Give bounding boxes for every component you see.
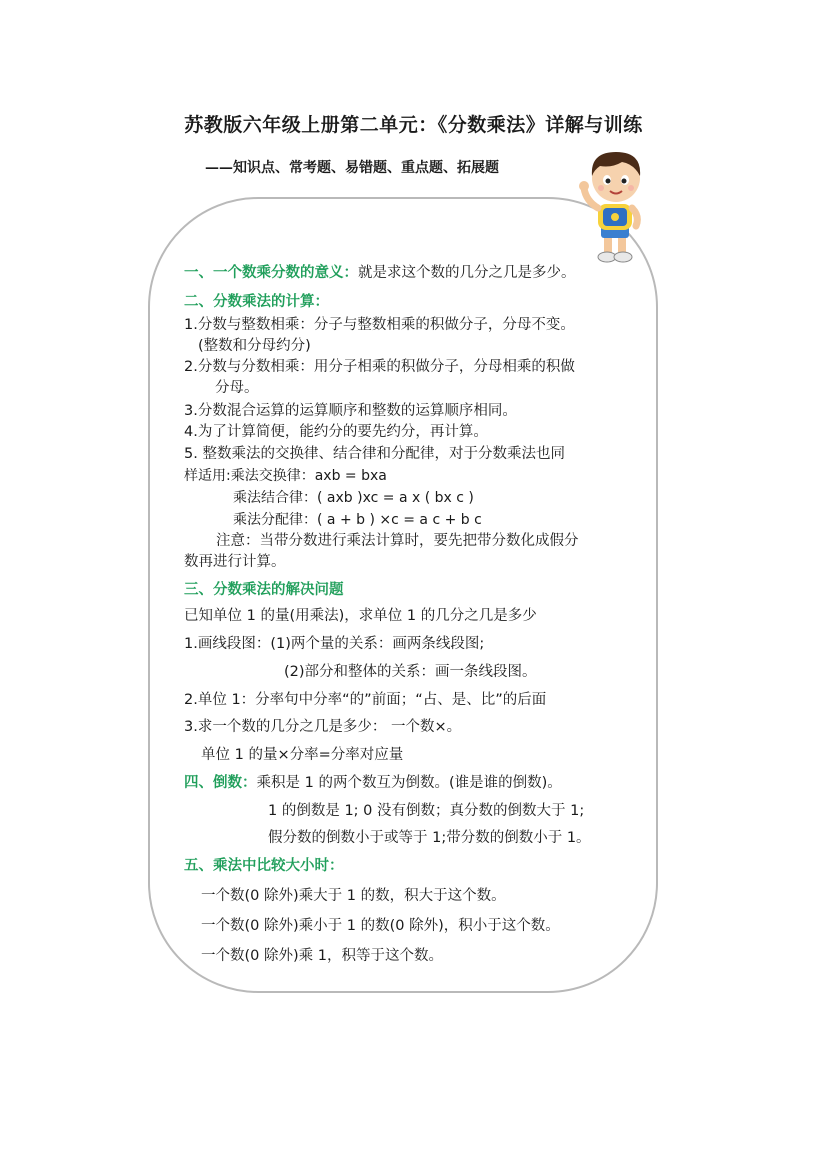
cartoon-boy-illustration bbox=[576, 146, 652, 264]
section-2-line-1b: (整数和分母约分) bbox=[198, 338, 311, 354]
section-3-line-1: 已知单位 1 的量(用乘法)，求单位 1 的几分之几是多少 bbox=[184, 608, 537, 624]
section-2-line-2b: 分母。 bbox=[215, 380, 259, 396]
section-5-line-3: 一个数(0 除外)乘 1，积等于这个数。 bbox=[201, 948, 443, 964]
section-2-line-5b: 样适用:乘法交换律：axb = bxa bbox=[184, 468, 387, 484]
section-2-line-6: 注意：当带分数进行乘法计算时，要先把带分数化成假分 bbox=[216, 533, 579, 549]
section-2-heading: 二、分数乘法的计算： bbox=[184, 294, 329, 310]
section-1-heading: 一、一个数乘分数的意义： bbox=[184, 265, 358, 281]
section-5-line-2: 一个数(0 除外)乘小于 1 的数(0 除外)，积小于这个数。 bbox=[201, 918, 560, 934]
section-3-line-5: 3.求一个数的几分之几是多少： 一个数×。 bbox=[184, 719, 462, 735]
document-subtitle: ——知识点、常考题、易错题、重点题、拓展题 bbox=[205, 160, 499, 176]
section-4-line-3: 假分数的倒数小于或等于 1;带分数的倒数小于 1。 bbox=[268, 830, 591, 846]
section-3-line-2: 1.画线段图：(1)两个量的关系：画两条线段图; bbox=[184, 636, 485, 652]
section-4-line-1 bbox=[184, 773, 562, 793]
section-5-heading: 五、乘法中比较大小时： bbox=[184, 858, 344, 874]
section-3-line-4: 2.单位 1：分率句中分率“的”前面；“占、是、比”的后面 bbox=[184, 692, 547, 708]
section-2-line-6b: 数再进行计算。 bbox=[184, 554, 286, 570]
section-4-text: 乘积是 1 的两个数互为倒数。(谁是谁的倒数)。 bbox=[256, 775, 562, 791]
section-3-heading: 三、分数乘法的解决问题 bbox=[184, 582, 344, 598]
section-1-line bbox=[184, 263, 576, 283]
section-2-line-2: 2.分数与分数相乘：用分子相乘的积做分子，分母相乘的积做 bbox=[184, 359, 575, 375]
section-4-line-2: 1 的倒数是 1; 0 没有倒数；真分数的倒数大于 1; bbox=[268, 803, 585, 819]
section-1-text: 就是求这个数的几分之几是多少。 bbox=[358, 265, 576, 281]
document-title: 苏教版六年级上册第二单元：《分数乘法》详解与训练 bbox=[184, 114, 643, 136]
section-2-line-5d: 乘法分配律：( a + b ) ×c = a c + b c bbox=[233, 512, 482, 528]
section-5-line-1: 一个数(0 除外)乘大于 1 的数，积大于这个数。 bbox=[201, 888, 506, 904]
section-2-line-5: 5. 整数乘法的交换律、结合律和分配律，对于分数乘法也同 bbox=[184, 446, 565, 462]
section-2-line-3: 3.分数混合运算的运算顺序和整数的运算顺序相同。 bbox=[184, 403, 517, 419]
section-3-line-6: 单位 1 的量×分率=分率对应量 bbox=[201, 747, 404, 763]
section-3-line-3: (2)部分和整体的关系：画一条线段图。 bbox=[284, 664, 537, 680]
section-2-line-5c: 乘法结合律：( axb )xc = a x ( bx c ) bbox=[233, 490, 474, 506]
section-4-heading: 四、倒数： bbox=[184, 775, 257, 791]
section-2-line-1: 1.分数与整数相乘：分子与整数相乘的积做分子，分母不变。 bbox=[184, 317, 575, 333]
section-2-line-4: 4.为了计算简便，能约分的要先约分，再计算。 bbox=[184, 424, 488, 440]
